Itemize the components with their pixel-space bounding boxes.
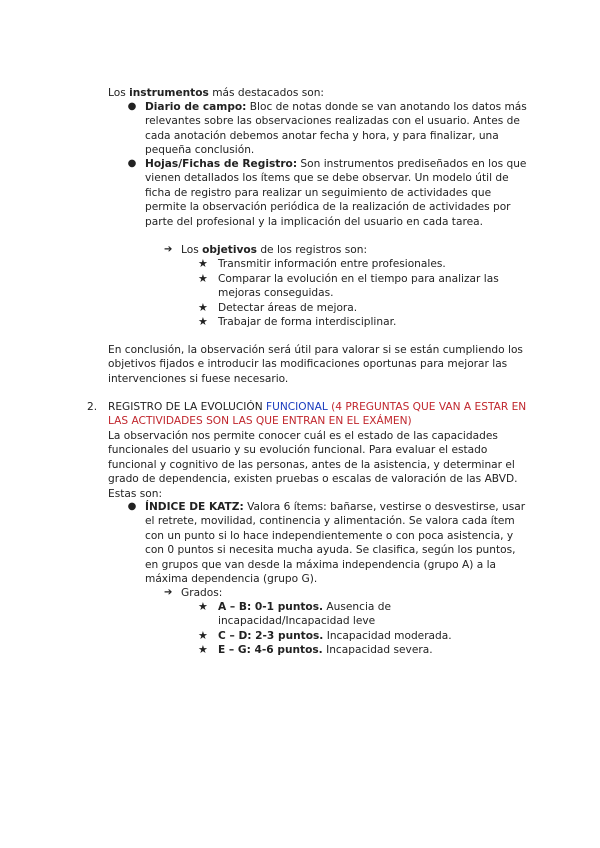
objectives-pre: Los (181, 244, 203, 256)
grade-item (198, 629, 528, 643)
grade-bold: A – B: 0-1 puntos. (218, 601, 324, 613)
katz-bold: ÍNDICE DE KATZ: (145, 501, 244, 513)
grade-item (198, 600, 428, 629)
objectives-intro (164, 243, 521, 257)
bullet-text: Son instrumentos prediseñados en los que vienen detallados los ítems que se debe observar. Un modelo útil de ficha de registro para realizar un seguimiento de actividades que permite la observación periódica de la realización de actividades por parte del profesional y la implicación del usuario en cada tarea. (145, 158, 527, 228)
star-icon: ★ (198, 315, 208, 328)
grade-bold: C – D: 2-3 puntos. (218, 630, 324, 642)
objective-item (198, 315, 528, 329)
grades-intro (164, 586, 521, 600)
section2-heading (87, 400, 528, 429)
star-icon: ★ (198, 629, 208, 642)
bullet-diario (127, 100, 528, 158)
objective-item (198, 257, 528, 271)
section2-paragraph (108, 429, 526, 501)
objectives-bold: objetivos (202, 244, 257, 256)
star-icon: ★ (198, 600, 208, 613)
objective-text: Comparar la evolución en el tiempo para analizar las mejoras conseguidas. (218, 273, 499, 300)
grade-bold: E – G: 4-6 puntos. (218, 644, 323, 656)
bullet-katz (127, 500, 528, 586)
heading-black: REGISTRO DE LA EVOLUCIÓN (108, 401, 267, 413)
objective-item (198, 301, 528, 315)
bullet-dot-icon: ● (127, 501, 137, 512)
conclusion-text: En conclusión, la observación será útil para valorar si se están cumpliendo los objetivos fijados e introducir las modificaciones oportunas para mejorar las intervenciones si fuese necesario. (108, 344, 523, 385)
heading-red: (4 PREGUNTAS QUE VAN A ESTAR EN LAS ACTIVIDADES SON LAS QUE ENTRAN EN EL EXÁMEN) (108, 401, 527, 428)
instruments-intro (108, 86, 528, 100)
star-icon: ★ (198, 643, 208, 656)
star-icon: ★ (198, 272, 208, 285)
objective-text: Transmitir información entre profesionales. (218, 258, 446, 270)
intro-pre: Los (108, 87, 130, 99)
star-icon: ★ (198, 301, 208, 314)
grades-label: Grados: (181, 587, 223, 599)
bullet-hojas (127, 157, 528, 229)
bullet-bold: Hojas/Fichas de Registro: (145, 158, 298, 170)
star-icon: ★ (198, 257, 208, 270)
katz-text: Valora 6 ítems: bañarse, vestirse o desvestirse, usar el retrete, movilidad, continencia y alimentación. Se valora cada ítem con un punto si lo hace independientemente o con poca asistencia, y con 0 puntos si necesita mucha ayuda. Se clasifica, según los puntos, en grupos que van desde la máxima independencia (grupo A) a la máxima dependencia (grupo G). (145, 501, 526, 586)
bullet-dot-icon: ● (127, 101, 137, 112)
arrow-icon: ➔ (164, 587, 173, 598)
heading-blue: FUNCIONAL (266, 401, 328, 413)
arrow-icon: ➔ (164, 244, 173, 255)
objectives-post: de los registros son: (256, 244, 368, 256)
objective-item (198, 272, 528, 301)
bullet-text: Bloc de notas donde se van anotando los datos más relevantes sobre las observaciones realizadas con el usuario. Antes de cada anotación debemos anotar fecha y hora, y para finalizar, una pequeña conclusión. (145, 101, 527, 157)
bullet-bold: Diario de campo: (145, 101, 247, 113)
intro-post: más destacados son: (208, 87, 324, 99)
grade-text: Incapacidad moderada. (323, 630, 452, 642)
grade-text: Incapacidad severa. (322, 644, 433, 656)
section-number: 2. (87, 401, 98, 413)
grade-text: Ausencia de incapacidad/Incapacidad leve (218, 601, 391, 628)
intro-bold: instrumentos (129, 87, 209, 99)
objective-text: Detectar áreas de mejora. (218, 302, 358, 314)
conclusion-paragraph (108, 343, 526, 386)
objective-text: Trabajar de forma interdisciplinar. (218, 316, 397, 328)
grade-item (198, 643, 528, 657)
section2-text: La observación nos permite conocer cuál es el estado de las capacidades funcionales del usuario y su evolución funcional. Para evaluar el estado funcional y cognitivo de las personas, antes de la asistencia, y determinar el grado de dependencia, existen pruebas o escalas de valoración de las ABVD. Estas son: (108, 430, 518, 500)
bullet-dot-icon: ● (127, 158, 137, 169)
